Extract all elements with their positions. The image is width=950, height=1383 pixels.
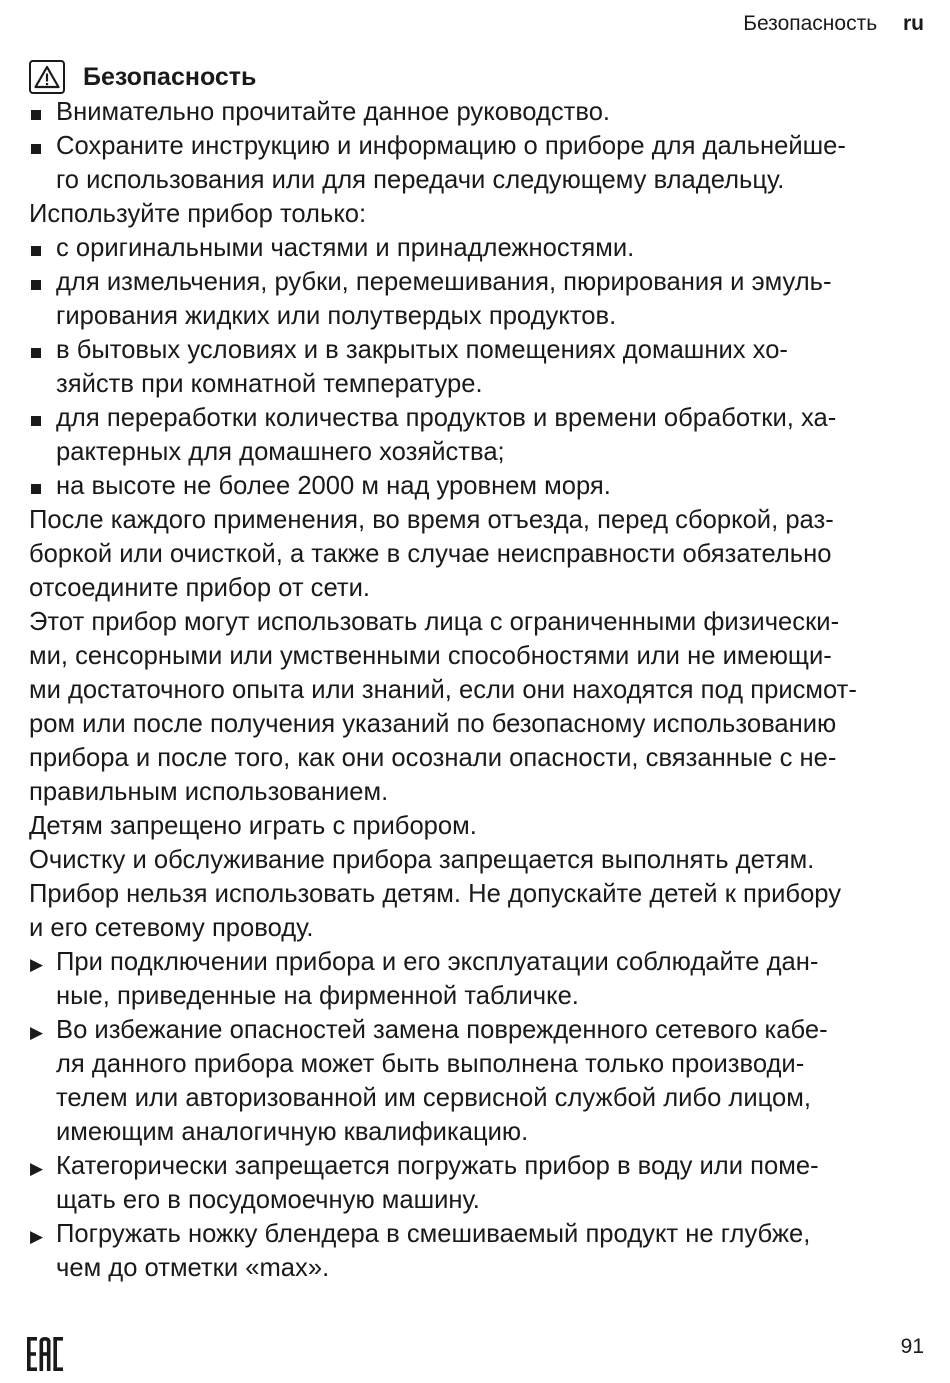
text-line: ми, сенсорными или умственными способностями или не имеющи- (29, 642, 832, 670)
text-line: Сохраните инструкцию и информацию о приборе для дальнейше- (56, 132, 846, 160)
text-line: ром или после получения указаний по безопасному использованию (29, 710, 837, 738)
text-line: рактерных для домашнего хозяйства; (56, 438, 505, 466)
triangle-bullet-icon: ▶ (30, 1159, 44, 1178)
text-line: чем до отметки «max». (56, 1254, 330, 1282)
square-bullet-icon (29, 129, 49, 163)
paragraph (29, 605, 924, 809)
square-bullet-icon (29, 469, 49, 503)
triangle-bullet-icon: ▶ (30, 1227, 44, 1246)
text-line: для переработки количества продуктов и времени обработки, ха- (56, 404, 837, 432)
text-line: боркой или очисткой, а также в случае неисправности обязательно (29, 540, 832, 568)
page-title: Безопасность (83, 63, 257, 91)
text-line: ные, приведенные на фирменной табличке. (56, 982, 579, 1010)
square-bullet-icon (29, 265, 49, 299)
page-number: 91 (900, 1335, 924, 1358)
text-line: Прибор нельзя использовать детям. Не допускайте детей к прибору (29, 880, 842, 908)
running-header (743, 12, 924, 36)
text-line: го использования или для передачи следующему владельцу. (56, 166, 785, 194)
text-line: Во избежание опасностей замена поврежденного сетевого кабе- (56, 1016, 828, 1044)
text-line: имеющим аналогичную квалификацию. (56, 1118, 529, 1146)
text-line: ми достаточного опыта или знаний, если они находятся под присмот- (29, 676, 857, 704)
text-line: с оригинальными частями и принадлежностями. (56, 234, 635, 262)
list-item (29, 1149, 924, 1217)
text-line: Детям запрещено играть с прибором. (29, 812, 477, 840)
square-bullet-icon (29, 333, 49, 367)
paragraph (29, 197, 924, 231)
text-line: После каждого применения, во время отъезда, перед сборкой, раз- (29, 506, 834, 534)
list-item (29, 265, 924, 333)
warning-triangle-icon (29, 60, 65, 94)
list-item (29, 401, 924, 469)
text-line: Категорически запрещается погружать прибор в воду или поме- (56, 1152, 819, 1180)
square-bullet-icon (29, 231, 49, 265)
header-section-title: Безопасность (743, 12, 878, 35)
text-line: и его сетевому проводу. (29, 914, 314, 942)
text-line: Этот прибор могут использовать лица с ограниченными физически- (29, 608, 840, 636)
list-item (29, 333, 924, 401)
eac-logo (27, 1337, 63, 1371)
paragraph (29, 809, 924, 843)
square-bullet-icon (29, 401, 49, 435)
text-line: Погружать ножку блендера в смешиваемый продукт не глубже, (56, 1220, 811, 1248)
paragraph (29, 503, 924, 605)
list-item (29, 945, 924, 1013)
text-line: телем или авторизованной им сервисной службой либо лицом, (56, 1084, 811, 1112)
text-line: зяйств при комнатной температуре. (56, 370, 483, 398)
text-line: Очистку и обслуживание прибора запрещается выполнять детям. (29, 846, 815, 874)
list-item (29, 95, 924, 129)
text-line: гирования жидких или полутвердых продуктов. (56, 302, 617, 330)
text-line: При подключении прибора и его эксплуатации соблюдайте дан- (56, 948, 819, 976)
header-language-code: ru (903, 12, 924, 35)
square-bullet-icon (29, 95, 49, 129)
section-heading (29, 57, 924, 97)
text-line: щать его в посудомоечную машину. (56, 1186, 480, 1214)
list-item (29, 129, 924, 197)
text-line: на высоте не более 2000 м над уровнем моря. (56, 472, 611, 500)
list-item (29, 469, 924, 503)
text-line: в бытовых условиях и в закрытых помещениях домашних хо- (56, 336, 788, 364)
list-item (29, 1217, 924, 1285)
text-line: правильным использованием. (29, 778, 389, 806)
paragraph (29, 877, 924, 945)
list-item (29, 231, 924, 265)
triangle-bullet-icon: ▶ (30, 1023, 44, 1042)
text-blocks (29, 95, 924, 1285)
list-item (29, 1013, 924, 1149)
text-line: Используйте прибор только: (29, 200, 367, 228)
text-line: Внимательно прочитайте данное руководство. (56, 98, 611, 126)
paragraph (29, 843, 924, 877)
text-line: прибора и после того, как они осознали опасности, связанные с не- (29, 744, 837, 772)
text-line: ля данного прибора может быть выполнена только производи- (56, 1050, 805, 1078)
triangle-bullet-icon: ▶ (30, 955, 44, 974)
text-line: для измельчения, рубки, перемешивания, пюрирования и эмуль- (56, 268, 832, 296)
safety-content (29, 57, 924, 1285)
text-line: отсоедините прибор от сети. (29, 574, 370, 602)
